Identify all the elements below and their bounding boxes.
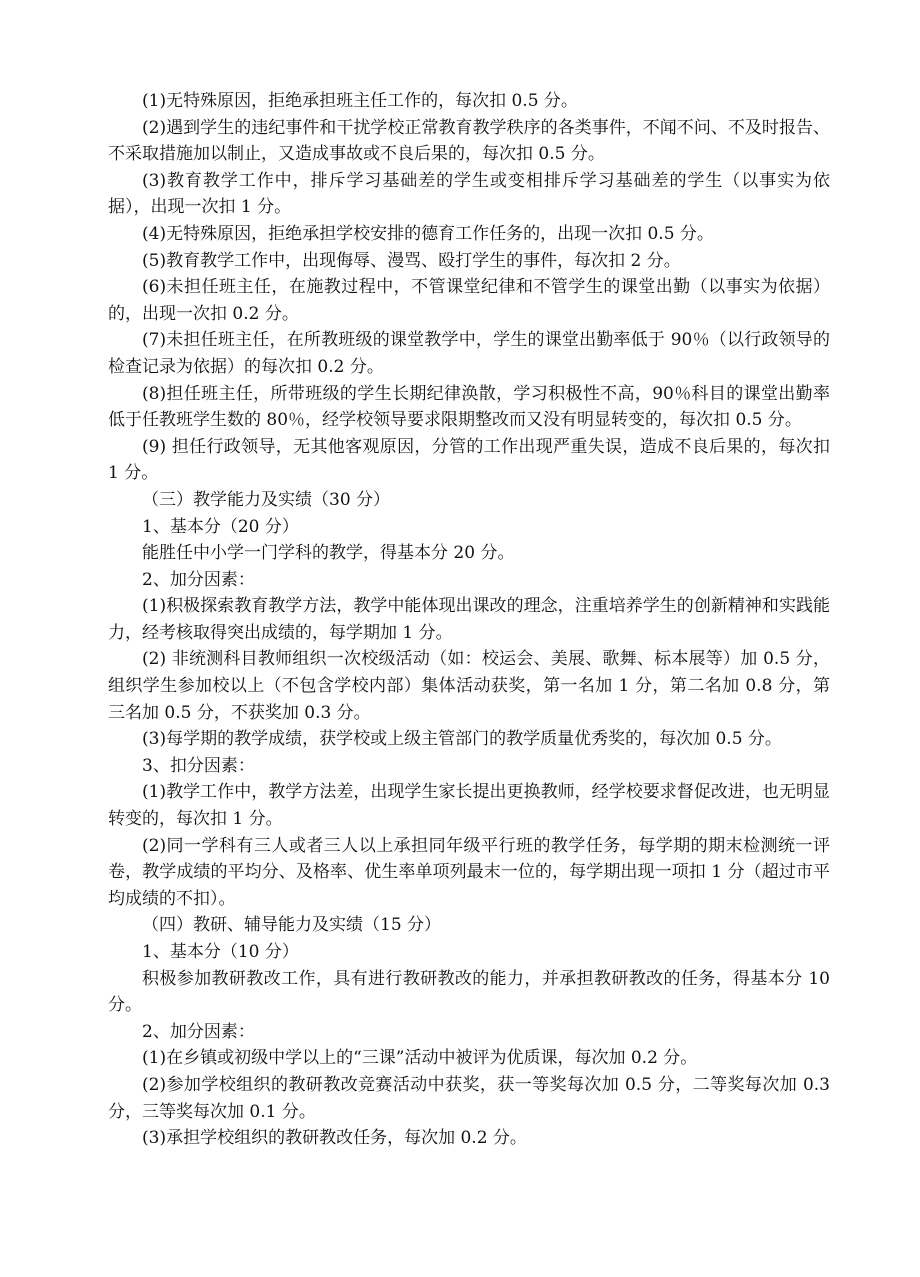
paragraph-8: (8)担任班主任，所带班级的学生长期纪律涣散，学习积极性不高，90％科目的课堂出勤率低于任教班学生数的 80％，经学校领导要求限期整改而又没有明显转变的，每次扣 0.5 分。 [108, 383, 830, 431]
document-page [108, 88, 830, 1152]
paragraph-4: (4)无特殊原因，拒绝承担学校安排的德育工作任务的，出现一次扣 0.5 分。 [142, 223, 714, 244]
paragraph-6: (6)未担任班主任，在施教过程中，不管课堂纪律和不管学生的课堂出勤（以事实为依据）的，出现一次扣 0.2 分。 [108, 277, 830, 324]
paragraph-2: (2)遇到学生的违纪事件和干扰学校正常教育教学秩序的各类事件，不闻不问、不及时报告、不采取措施加以制止，又造成事故或不良后果的，每次扣 0.5 分。 [108, 117, 830, 165]
paragraph-25: (2)参加学校组织的教研教改竞赛活动中获奖，获一等奖每次加 0.5 分，二等奖每次加 0.3 分，三等奖每次加 0.1 分。 [108, 1074, 830, 1122]
section-heading-4: （四）教研、辅导能力及实绩（15 分） [142, 915, 442, 936]
paragraph-14: (1)积极探索教育教学方法，教学中能体现出课改的理念，注重培养学生的创新精神和实践能力，经考核取得突出成绩的，每学期加 1 分。 [108, 596, 830, 643]
paragraph-24: (1)在乡镇或初级中学以上的“三课”活动中被评为优质课，每次加 0.2 分。 [142, 1048, 698, 1069]
subheading-bonus: 2、加分因素： [142, 569, 255, 590]
paragraph-5: (5)教育教学工作中，出现侮辱、漫骂、殴打学生的事件，每次扣 2 分。 [142, 250, 681, 271]
paragraph-3: (3)教育教学工作中，排斥学习基础差的学生或变相排斥学习基础差的学生（以事实为依据），出现一次扣 1 分。 [108, 170, 830, 218]
paragraph-22: 积极参加教研教改工作，具有进行教研教改的能力，并承担教研教改的任务，得基本分 10 分。 [108, 968, 830, 1016]
paragraph-12: 能胜任中小学一门学科的教学，得基本分 20 分。 [142, 543, 515, 564]
subheading-base-score: 1、基本分（20 分） [142, 516, 299, 537]
paragraph-19: (2)同一学科有三人或者三人以上承担同年级平行班的教学任务，每学期的期末检测统一评卷，教学成绩的平均分、及格率、优生率单项列最末一位的，每学期出现一项扣 1 分（超过市平均成绩的不扣）。 [108, 835, 830, 909]
subheading-bonus-2: 2、加分因素： [142, 1021, 255, 1042]
section-heading-3: （三）教学能力及实绩（30 分） [142, 489, 391, 510]
subheading-deduction: 3、扣分因素： [142, 755, 255, 776]
paragraph-15: (2) 非统测科目教师组织一次校级活动（如：校运会、美展、歌舞、标本展等）加 0.5 分，组织学生参加校以上（不包含学校内部）集体活动获奖，第一名加 1 分，第二名加 0.8 分，第三名加 0.5 分，不获奖加 0.3 分。 [108, 649, 830, 723]
paragraph-16: (3)每学期的教学成绩，获学校或上级主管部门的教学质量优秀奖的，每次加 0.5 分。 [142, 729, 782, 750]
paragraph-1: (1)无特殊原因，拒绝承担班主任工作的，每次扣 0.5 分。 [142, 91, 578, 111]
paragraph-26: (3)承担学校组织的教研教改任务，每次加 0.2 分。 [142, 1128, 527, 1149]
paragraph-18: (1)教学工作中，教学方法差，出现学生家长提出更换教师，经学校要求督促改进，也无明显转变的，每次扣 1 分。 [108, 782, 830, 830]
subheading-base-score-2: 1、基本分（10 分） [142, 942, 299, 962]
paragraph-7: (7)未担任班主任，在所教班级的课堂教学中，学生的课堂出勤率低于 90％（以行政领导的检查记录为依据）的每次扣 0.2 分。 [108, 330, 830, 377]
paragraph-9: (9) 担任行政领导，无其他客观原因，分管的工作出现严重失误，造成不良后果的，每次扣 1 分。 [108, 436, 830, 484]
